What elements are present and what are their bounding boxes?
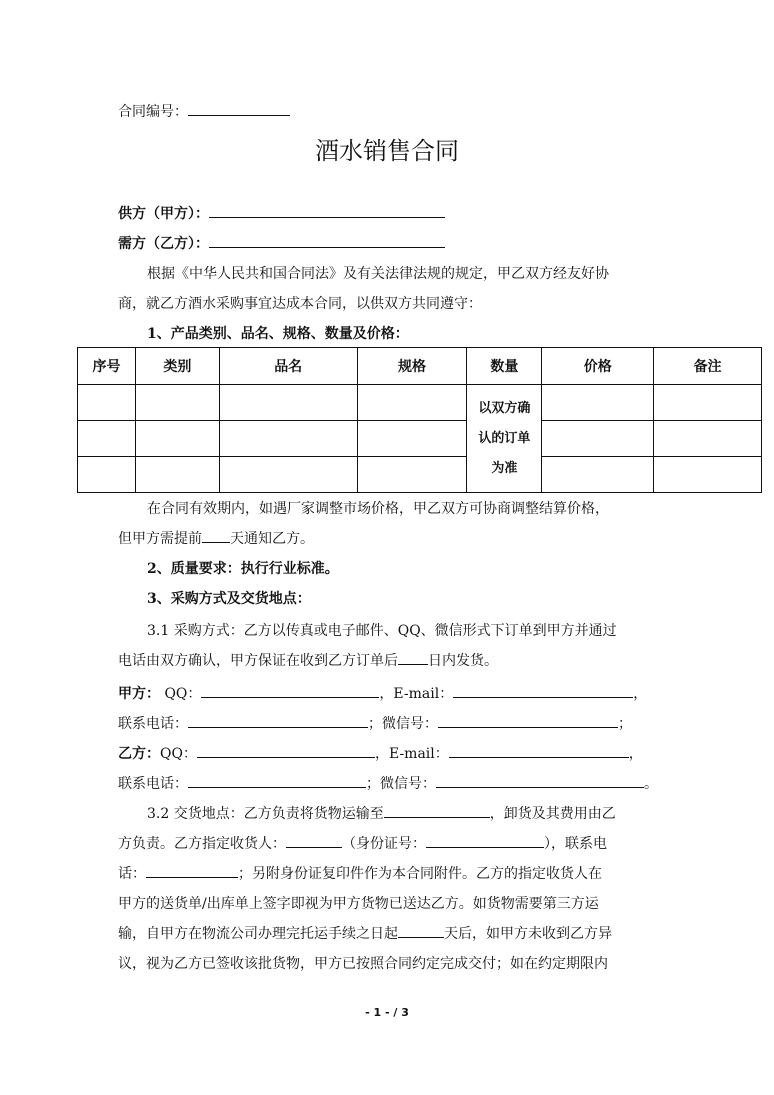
party-b-email-label: ，E-mail： [374, 746, 449, 762]
buyer-label: 需方（乙方）： [118, 236, 209, 252]
s31-text: 电话由双方确认，甲方保证在收到乙方订单后 [118, 653, 398, 669]
party-b-phone-line [118, 773, 658, 793]
table-cell[interactable] [135, 457, 219, 493]
party-b-wechat-blank[interactable] [436, 773, 644, 788]
table-cell[interactable] [542, 457, 654, 493]
party-a-email-label: ，E-mail： [379, 686, 454, 702]
party-b-email-blank[interactable] [449, 743, 629, 758]
party-a-label: 甲方： [118, 686, 160, 702]
table-cell[interactable] [78, 385, 136, 421]
table-cell[interactable] [135, 385, 219, 421]
table-header-cell: 类别 [135, 348, 219, 385]
s32-line-4: 甲方的送货单/出库单上签字即视为甲方货物已送达乙方。如货物需要第三方运 [118, 896, 599, 912]
s32-line-5 [118, 923, 612, 943]
s32-phone-label: ），联系电 [544, 836, 607, 852]
shipping-days-blank[interactable] [398, 650, 428, 665]
s32-phone-prefix: 话： [118, 866, 146, 882]
price-adjust-line-1: 在合同有效期内，如遇厂家调整市场价格，甲乙双方可协商调整结算价格， [147, 501, 609, 517]
s32-text-5: 输，自甲方在物流公司办理完托运手续之日起 [118, 926, 398, 942]
table-cell[interactable] [219, 421, 357, 457]
party-a-wechat-label: ；微信号： [368, 716, 438, 732]
s32-text-5-end: 天后，如甲方未收到乙方异 [444, 926, 612, 942]
intro-line-1: 根据《中华人民共和国合同法》及有关法律法规的规定，甲乙双方经友好协 [147, 266, 609, 282]
table-cell[interactable] [654, 385, 762, 421]
quantity-note-line: 为准 [491, 460, 518, 476]
page-number: - 1 - / 3 [365, 1006, 409, 1019]
s32-line-6: 议，视为乙方已签收该批货物，甲方已按照合同约定完成交付；如在约定期限内 [118, 956, 608, 972]
table-header-cell: 价格 [542, 348, 654, 385]
table-header-cell: 数量 [467, 348, 542, 385]
s31-line-2 [118, 650, 498, 670]
s32-line-2 [118, 833, 607, 853]
party-a-phone-blank[interactable] [188, 713, 368, 728]
s31-line-1: 3.1 采购方式：乙方以传真或电子邮件、QQ、微信形式下订单到甲方并通过 [147, 623, 617, 639]
table-cell[interactable] [542, 421, 654, 457]
table-cell[interactable] [542, 385, 654, 421]
contract-number-blank[interactable] [188, 101, 290, 116]
party-b-line-end-2: 。 [644, 776, 658, 792]
party-b-phone-label: 联系电话： [118, 776, 188, 792]
table-row [78, 457, 762, 493]
table-cell[interactable] [654, 421, 762, 457]
table-cell[interactable] [357, 385, 467, 421]
price-adjust-line-2 [118, 528, 314, 548]
s32-line-3 [118, 863, 602, 883]
s32-text: 3.2 交货地点：乙方负责将货物运输至 [147, 806, 384, 822]
intro-line-2: 商，就乙方酒水采购事宜达成本合同，以供双方共同遵守： [118, 296, 482, 312]
s31-text-end: 日内发货。 [428, 653, 498, 669]
section-2-heading: 2、质量要求：执行行业标准。 [147, 561, 339, 577]
table-cell[interactable] [78, 457, 136, 493]
section-3-heading: 3、采购方式及交货地点： [147, 591, 311, 607]
party-a-line-end-2: ； [618, 716, 632, 732]
party-b-qq-label: QQ： [160, 746, 197, 762]
document-title: 酒水销售合同 [315, 137, 459, 165]
section-1-heading: 1、产品类别、品名、规格、数量及价格： [147, 326, 409, 342]
s32-text-end: ，卸货及其费用由乙 [489, 806, 616, 822]
party-b-wechat-label: ；微信号： [366, 776, 436, 792]
table-cell[interactable] [219, 457, 357, 493]
s32-text-3: ；另附身份证复印件作为本合同附件。乙方的指定收货人在 [238, 866, 602, 882]
table-header-cell: 序号 [78, 348, 136, 385]
party-a-phone-label: 联系电话： [118, 716, 188, 732]
party-a-qq-blank[interactable] [201, 683, 379, 698]
contract-number-line [118, 101, 290, 121]
supplier-blank[interactable] [209, 203, 445, 218]
delivery-address-blank[interactable] [384, 803, 490, 818]
receiver-phone-blank[interactable] [146, 863, 238, 878]
notice-days-blank[interactable] [202, 528, 230, 543]
party-b-line-end: ， [628, 746, 643, 762]
table-cell[interactable] [654, 457, 762, 493]
party-a-wechat-blank[interactable] [438, 713, 618, 728]
table-row [78, 385, 762, 421]
objection-days-blank[interactable] [398, 923, 444, 938]
table-cell[interactable] [135, 421, 219, 457]
party-a-qq-label: QQ： [164, 686, 202, 702]
table-row [78, 421, 762, 457]
table-header-cell: 规格 [357, 348, 467, 385]
party-b-qq-blank[interactable] [197, 743, 375, 758]
party-a-phone-line [118, 713, 632, 733]
table-header-cell: 备注 [654, 348, 762, 385]
party-a-qq-line [118, 683, 647, 703]
receiver-id-blank[interactable] [426, 833, 544, 848]
party-a-line-end: ， [633, 686, 648, 702]
supplier-label: 供方（甲方）： [118, 206, 209, 222]
party-a-email-blank[interactable] [453, 683, 633, 698]
contract-number-label: 合同编号： [118, 104, 188, 120]
receiver-name-blank[interactable] [286, 833, 342, 848]
quantity-note-line: 以双方确 [478, 400, 531, 416]
buyer-line [118, 233, 445, 253]
party-b-label: 乙方： [118, 746, 160, 762]
party-b-phone-blank[interactable] [188, 773, 366, 788]
table-cell[interactable] [357, 421, 467, 457]
quantity-note-line: 认的订单 [478, 430, 531, 446]
table-header-cell: 品名 [219, 348, 357, 385]
s32-receiver-label: 方负责。乙方指定收货人： [118, 836, 286, 852]
table-cell[interactable] [357, 457, 467, 493]
table-header-row [78, 348, 762, 385]
table-cell[interactable] [78, 421, 136, 457]
s32-id-label: （身份证号： [342, 836, 426, 852]
price-adjust-text: 但甲方需提前 [118, 531, 202, 547]
table-cell[interactable] [219, 385, 357, 421]
price-adjust-text-end: 天通知乙方。 [230, 531, 314, 547]
s32-line-1 [147, 803, 616, 823]
supplier-line [118, 203, 445, 223]
quantity-note-cell [467, 385, 542, 493]
buyer-blank[interactable] [209, 233, 445, 248]
product-table [77, 347, 762, 493]
party-b-qq-line [118, 743, 643, 763]
